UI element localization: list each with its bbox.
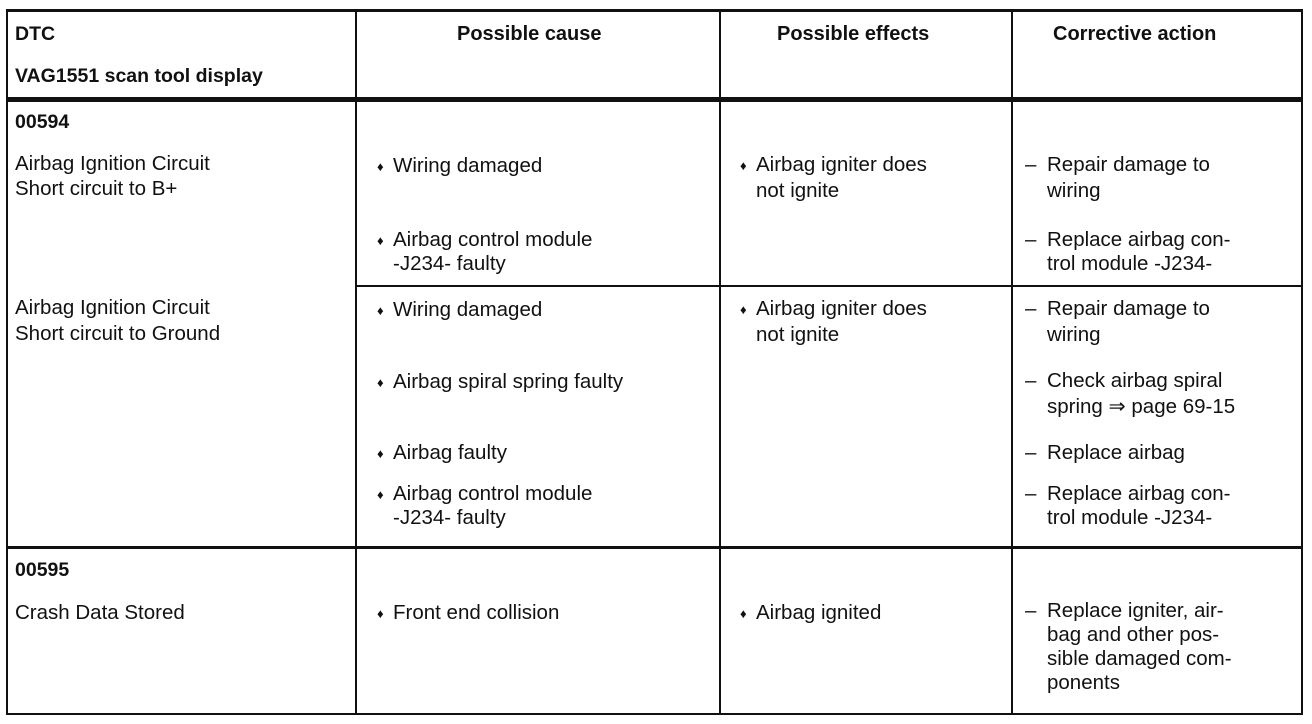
header-dtc: DTC <box>15 23 56 45</box>
header-corrective-action: Corrective action <box>1053 23 1217 45</box>
row2-action-3: – Replace airbag <box>1047 439 1185 466</box>
row2-action-4: – Replace airbag con- trol module -J234- <box>1047 482 1230 530</box>
row2-action-1: – Repair damage to wiring <box>1047 296 1210 348</box>
row1-effect: ♦ Airbag igniter does not ignite <box>756 152 927 204</box>
table-left-border <box>6 9 8 715</box>
row-divider-1 <box>355 285 1303 287</box>
crash-data-display: Crash Data Stored <box>15 601 185 624</box>
row2-effect: ♦ Airbag igniter does not ignite <box>756 296 927 348</box>
row1-cause-1: ♦ Wiring damaged <box>393 152 542 179</box>
dtc-code-00595: 00595 <box>15 559 70 581</box>
row2-cause-3: ♦ Airbag faulty <box>393 439 507 466</box>
crash-action: – Replace igniter, air- bag and other pos- sible damaged com- ponents <box>1047 599 1232 695</box>
row2-cause-1: ♦ Wiring damaged <box>393 296 542 323</box>
row1-action-1: – Repair damage to wiring <box>1047 152 1210 204</box>
crash-effect: ♦ Airbag ignited <box>756 599 881 626</box>
crash-cause: ♦ Front end collision <box>393 599 559 626</box>
row1-action-2: – Replace airbag con- trol module -J234- <box>1047 228 1230 276</box>
row1-display: Airbag Ignition Circuit Short circuit to B+ <box>15 152 210 200</box>
row2-cause-4: ♦ Airbag control module -J234- faulty <box>393 482 592 530</box>
dtc-table <box>6 9 1303 715</box>
row2-action-2: – Check airbag spiral spring ⇒ page 69-15 <box>1047 368 1235 420</box>
table-bottom-border <box>6 713 1303 715</box>
row2-display: Airbag Ignition Circuit Short circuit to Ground <box>15 296 221 345</box>
header-divider <box>6 97 1303 102</box>
col-divider-2 <box>719 9 721 715</box>
table-top-border <box>6 9 1303 12</box>
header-possible-cause: Possible cause <box>457 23 602 45</box>
header-possible-effects: Possible effects <box>777 23 930 45</box>
row1-cause-2: ♦ Airbag control module -J234- faulty <box>393 228 592 276</box>
col-divider-1 <box>355 9 357 715</box>
table-right-border <box>1301 9 1303 715</box>
group-divider <box>6 546 1303 549</box>
dtc-code-00594: 00594 <box>15 111 70 133</box>
header-scan-tool: VAG1551 scan tool display <box>15 65 263 87</box>
row2-cause-2: ♦ Airbag spiral spring faulty <box>393 368 623 395</box>
col-divider-3 <box>1011 9 1013 715</box>
